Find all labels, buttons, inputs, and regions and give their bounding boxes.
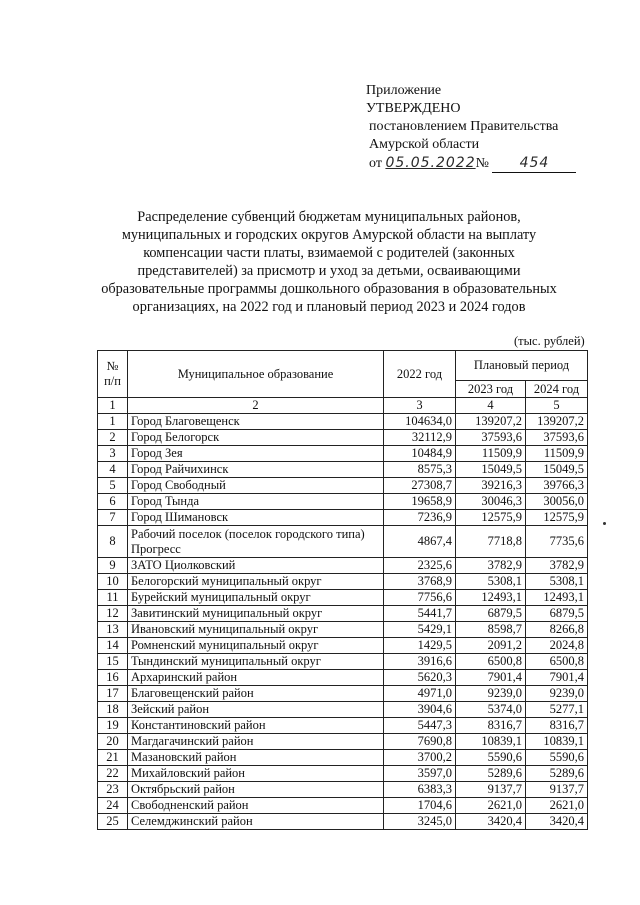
value-2022: 1704,6	[384, 798, 456, 814]
value-2022: 4971,0	[384, 686, 456, 702]
municipality-name: Белогорский муниципальный округ	[128, 574, 384, 590]
title-line: Распределение субвенций бюджетам муниципальных районов,	[137, 209, 521, 225]
table-row	[98, 558, 588, 574]
value-2024: 8266,8	[526, 622, 588, 638]
row-number: 22	[98, 766, 128, 782]
municipality-name: Город Благовещенск	[128, 414, 384, 430]
value-2022: 32112,9	[384, 430, 456, 446]
approval-block	[366, 82, 576, 173]
municipality-name: Бурейский муниципальный округ	[128, 590, 384, 606]
value-2022: 8575,3	[384, 462, 456, 478]
approval-approved: УТВЕРЖДЕНО	[366, 101, 461, 116]
header-municipality: Муниципальное образование	[128, 351, 384, 398]
row-number: 24	[98, 798, 128, 814]
row-number: 18	[98, 702, 128, 718]
row-number: 19	[98, 718, 128, 734]
value-2023: 7901,4	[456, 670, 526, 686]
column-index: 4	[456, 398, 526, 414]
value-2023: 11509,9	[456, 446, 526, 462]
table-row	[98, 574, 588, 590]
value-2022: 3904,6	[384, 702, 456, 718]
header-number: № п/п	[98, 351, 128, 398]
value-2024: 9239,0	[526, 686, 588, 702]
value-2022: 3916,6	[384, 654, 456, 670]
municipality-name: Михайловский район	[128, 766, 384, 782]
municipality-name: Ивановский муниципальный округ	[128, 622, 384, 638]
row-number: 12	[98, 606, 128, 622]
value-2024: 5277,1	[526, 702, 588, 718]
municipality-name: Город Тында	[128, 494, 384, 510]
value-2023: 5374,0	[456, 702, 526, 718]
document-title	[100, 208, 558, 316]
value-2022: 6383,3	[384, 782, 456, 798]
value-2023: 7718,8	[456, 526, 526, 558]
value-2023: 8598,7	[456, 622, 526, 638]
header-2023: 2023 год	[456, 381, 526, 398]
table-row	[98, 766, 588, 782]
value-2023: 10839,1	[456, 734, 526, 750]
row-number: 11	[98, 590, 128, 606]
value-2022: 1429,5	[384, 638, 456, 654]
row-number: 21	[98, 750, 128, 766]
row-number: 6	[98, 494, 128, 510]
value-2024: 5590,6	[526, 750, 588, 766]
value-2024: 5308,1	[526, 574, 588, 590]
value-2024: 6500,8	[526, 654, 588, 670]
value-2023: 9239,0	[456, 686, 526, 702]
value-2023: 39216,3	[456, 478, 526, 494]
table-row	[98, 718, 588, 734]
row-number: 16	[98, 670, 128, 686]
value-2023: 12575,9	[456, 510, 526, 526]
municipality-name: Благовещенский район	[128, 686, 384, 702]
municipality-name: Мазановский район	[128, 750, 384, 766]
value-2024: 3782,9	[526, 558, 588, 574]
table-row	[98, 494, 588, 510]
handwritten-number: 454	[492, 154, 576, 173]
approval-appendix: Приложение	[366, 83, 442, 98]
date-prefix: от	[369, 156, 382, 171]
value-2024: 139207,2	[526, 414, 588, 430]
row-number: 9	[98, 558, 128, 574]
value-2023: 30046,3	[456, 494, 526, 510]
value-2023: 15049,5	[456, 462, 526, 478]
value-2024: 11509,9	[526, 446, 588, 462]
number-prefix: №	[475, 156, 489, 171]
value-2023: 6879,5	[456, 606, 526, 622]
value-2022: 104634,0	[384, 414, 456, 430]
value-2022: 4867,4	[384, 526, 456, 558]
table-row	[98, 750, 588, 766]
column-index: 5	[526, 398, 588, 414]
value-2022: 5429,1	[384, 622, 456, 638]
municipality-name: Город Белогорск	[128, 430, 384, 446]
table-row	[98, 638, 588, 654]
value-2022: 5447,3	[384, 718, 456, 734]
value-2023: 9137,7	[456, 782, 526, 798]
municipality-name: Архаринский район	[128, 670, 384, 686]
table-row	[98, 670, 588, 686]
municipality-name: Зейский район	[128, 702, 384, 718]
table-row	[98, 798, 588, 814]
column-index: 3	[384, 398, 456, 414]
value-2024: 7901,4	[526, 670, 588, 686]
subsidy-table	[97, 350, 588, 830]
value-2023: 6500,8	[456, 654, 526, 670]
header-2022: 2022 год	[384, 351, 456, 398]
value-2023: 12493,1	[456, 590, 526, 606]
stray-mark	[603, 522, 606, 525]
row-number: 1	[98, 414, 128, 430]
column-index: 2	[128, 398, 384, 414]
municipality-name: Константиновский район	[128, 718, 384, 734]
value-2024: 3420,4	[526, 814, 588, 830]
municipality-name: Город Райчихинск	[128, 462, 384, 478]
table-row	[98, 526, 588, 558]
title-line: представителей) за присмотр и уход за детьми, осваивающими	[137, 263, 521, 279]
value-2024: 7735,6	[526, 526, 588, 558]
table-row	[98, 446, 588, 462]
handwritten-date: 05.05.2022	[385, 155, 476, 171]
value-2024: 6879,5	[526, 606, 588, 622]
value-2023: 139207,2	[456, 414, 526, 430]
approval-by-resolution: постановлением Правительства	[369, 119, 559, 134]
value-2022: 3245,0	[384, 814, 456, 830]
row-number: 17	[98, 686, 128, 702]
table-row	[98, 782, 588, 798]
municipality-name: Завитинский муниципальный округ	[128, 606, 384, 622]
municipality-name: Город Зея	[128, 446, 384, 462]
value-2023: 5289,6	[456, 766, 526, 782]
municipality-name: Ромненский муниципальный округ	[128, 638, 384, 654]
row-number: 23	[98, 782, 128, 798]
value-2023: 5590,6	[456, 750, 526, 766]
title-line: организациях, на 2022 год и плановый период 2023 и 2024 годов	[132, 299, 526, 315]
value-2023: 37593,6	[456, 430, 526, 446]
row-number: 13	[98, 622, 128, 638]
row-number: 3	[98, 446, 128, 462]
header-planned-period: Плановый период	[456, 351, 588, 381]
table-row	[98, 414, 588, 430]
value-2024: 12493,1	[526, 590, 588, 606]
row-number: 7	[98, 510, 128, 526]
value-2024: 15049,5	[526, 462, 588, 478]
value-2024: 10839,1	[526, 734, 588, 750]
row-number: 25	[98, 814, 128, 830]
row-number: 5	[98, 478, 128, 494]
table-row	[98, 430, 588, 446]
value-2022: 7236,9	[384, 510, 456, 526]
municipality-name: Город Шимановск	[128, 510, 384, 526]
value-2022: 27308,7	[384, 478, 456, 494]
value-2024: 12575,9	[526, 510, 588, 526]
table-row	[98, 734, 588, 750]
municipality-name: Свободненский район	[128, 798, 384, 814]
municipality-name: ЗАТО Циолковский	[128, 558, 384, 574]
table-row	[98, 622, 588, 638]
table-row	[98, 478, 588, 494]
value-2024: 8316,7	[526, 718, 588, 734]
value-2022: 7756,6	[384, 590, 456, 606]
value-2023: 5308,1	[456, 574, 526, 590]
table-row	[98, 814, 588, 830]
row-number: 15	[98, 654, 128, 670]
municipality-name: Тындинский муниципальный округ	[128, 654, 384, 670]
table-row	[98, 654, 588, 670]
value-2022: 19658,9	[384, 494, 456, 510]
row-number: 4	[98, 462, 128, 478]
title-line: компенсации части платы, взимаемой с родителей (законных	[143, 245, 515, 261]
row-number: 14	[98, 638, 128, 654]
value-2022: 3768,9	[384, 574, 456, 590]
value-2024: 39766,3	[526, 478, 588, 494]
row-number: 10	[98, 574, 128, 590]
table-row	[98, 702, 588, 718]
value-2022: 2325,6	[384, 558, 456, 574]
column-index: 1	[98, 398, 128, 414]
value-2023: 3782,9	[456, 558, 526, 574]
value-2024: 30056,0	[526, 494, 588, 510]
value-2023: 2091,2	[456, 638, 526, 654]
value-2022: 5620,3	[384, 670, 456, 686]
value-2024: 37593,6	[526, 430, 588, 446]
municipality-name: Селемджинский район	[128, 814, 384, 830]
value-2023: 2621,0	[456, 798, 526, 814]
row-number: 2	[98, 430, 128, 446]
value-2024: 2621,0	[526, 798, 588, 814]
municipality-name: Город Свободный	[128, 478, 384, 494]
value-2022: 3597,0	[384, 766, 456, 782]
value-2022: 3700,2	[384, 750, 456, 766]
table-body	[98, 414, 588, 830]
row-number: 20	[98, 734, 128, 750]
row-number: 8	[98, 526, 128, 558]
value-2023: 3420,4	[456, 814, 526, 830]
units-label: (тыс. рублей)	[514, 334, 585, 348]
value-2023: 8316,7	[456, 718, 526, 734]
approval-region: Амурской области	[369, 137, 480, 152]
value-2022: 5441,7	[384, 606, 456, 622]
table-row	[98, 606, 588, 622]
approval-date-line	[366, 154, 576, 173]
header-2024: 2024 год	[526, 381, 588, 398]
municipality-name: Магдагачинский район	[128, 734, 384, 750]
value-2024: 2024,8	[526, 638, 588, 654]
table-row	[98, 590, 588, 606]
title-line: муниципальных и городских округов Амурской области на выплату	[121, 227, 537, 243]
table-row	[98, 462, 588, 478]
value-2022: 7690,8	[384, 734, 456, 750]
value-2022: 10484,9	[384, 446, 456, 462]
municipality-name: Октябрьский район	[128, 782, 384, 798]
table-row	[98, 686, 588, 702]
value-2024: 9137,7	[526, 782, 588, 798]
title-line: образовательные программы дошкольного образования в образовательных	[101, 281, 557, 297]
value-2024: 5289,6	[526, 766, 588, 782]
municipality-name: Рабочий поселок (поселок городского типа) Прогресс	[128, 526, 384, 558]
table-row	[98, 510, 588, 526]
